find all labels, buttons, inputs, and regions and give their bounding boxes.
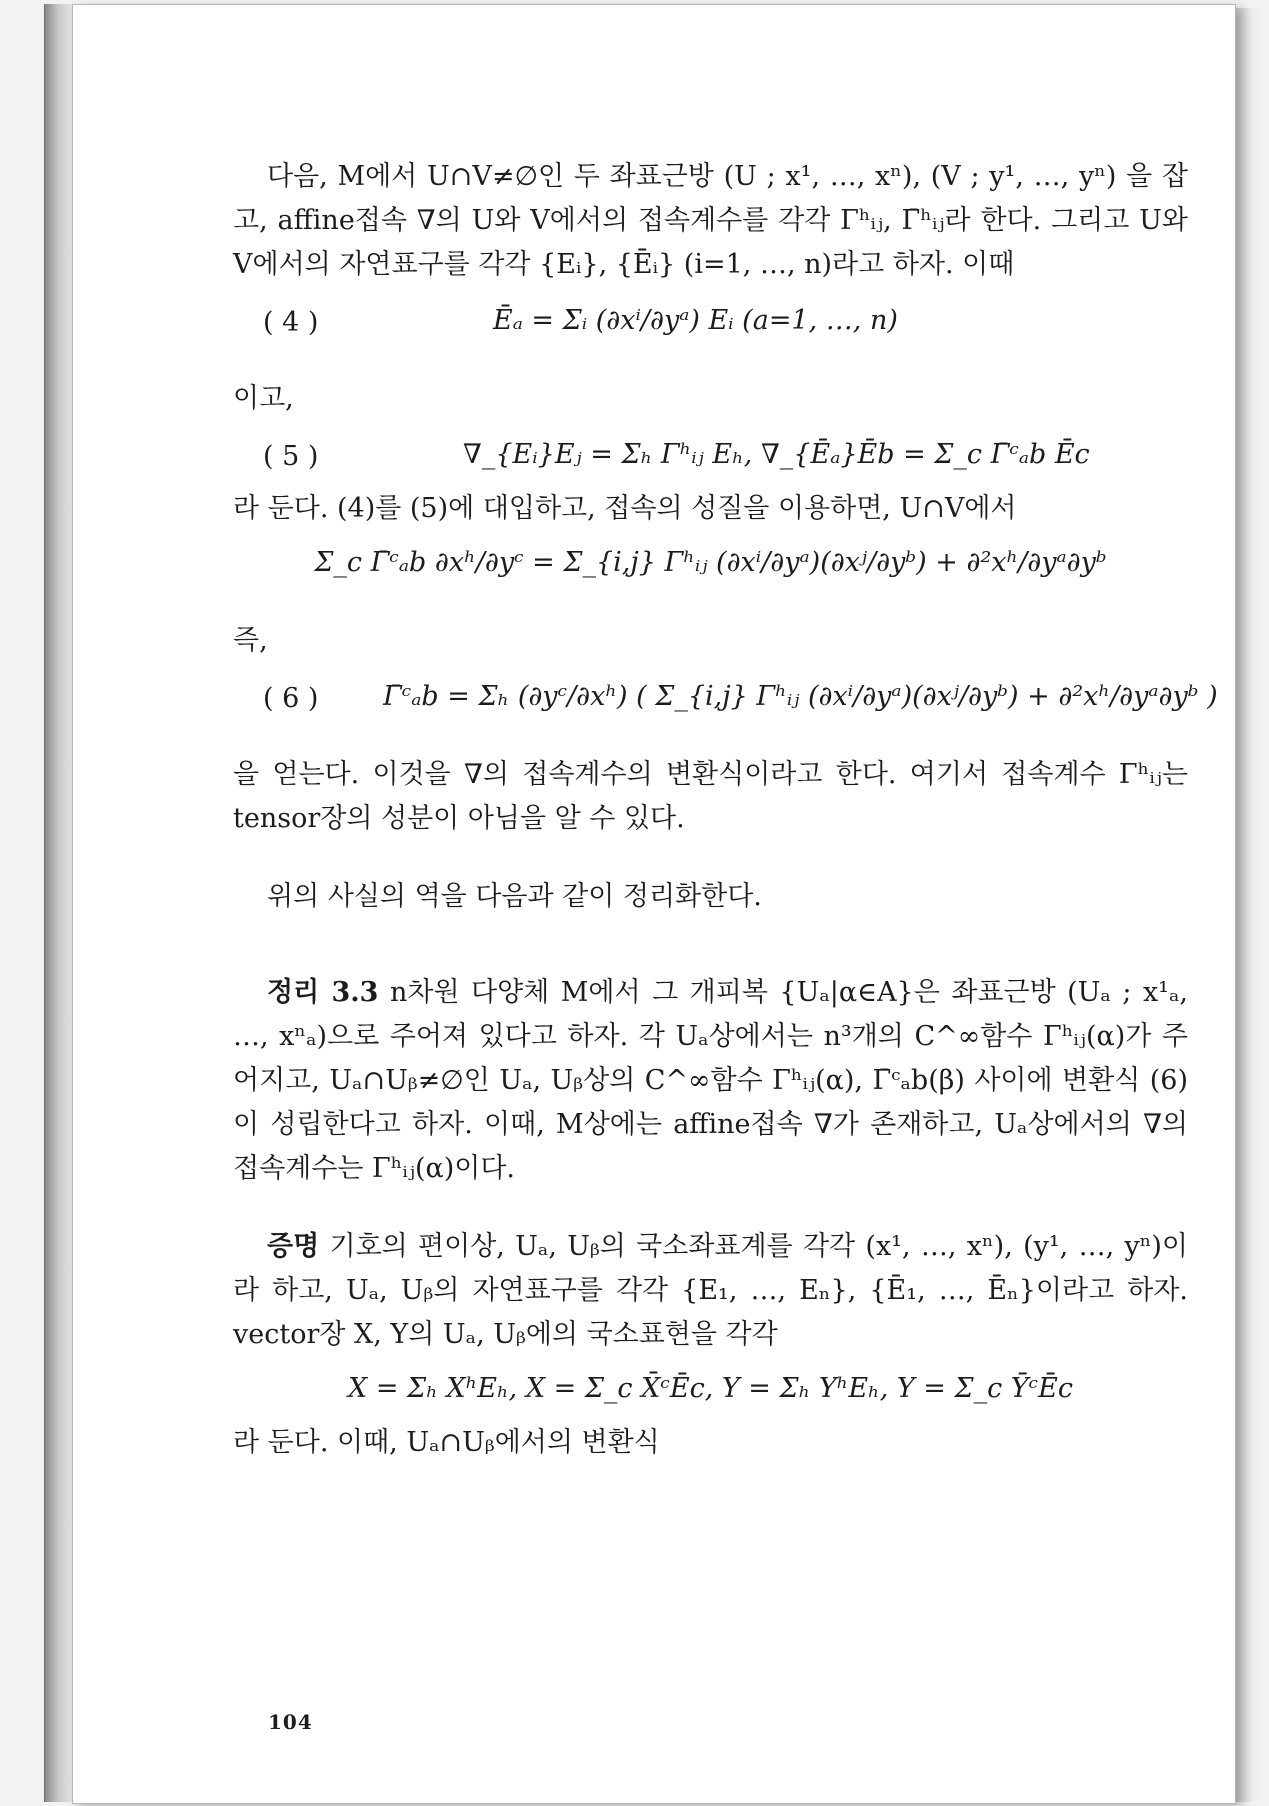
page-number: 104 [268, 1710, 313, 1734]
book-spine [44, 4, 75, 1802]
equation-4-body: Ēₐ = Σᵢ (∂xⁱ/∂yᵃ) Eᵢ (a=1, …, n) [493, 305, 898, 336]
proof [233, 1225, 1188, 1357]
equation-5 [233, 421, 1188, 487]
proof-label: 증명 [267, 1231, 320, 1262]
text-igo: 이고, [233, 383, 294, 414]
book-page [72, 4, 1236, 1804]
text-jeuk: 즉, [233, 625, 268, 656]
equation-5-body: ∇_{Eᵢ}Eⱼ = Σₕ Γʰᵢⱼ Eₕ, ∇_{Ēₐ}Ēb = Σ_c Γ̄ᶜₐb Ēc [463, 439, 1090, 470]
intro-paragraph: 다음, M에서 U∩V≠∅인 두 좌표근방 (U ; x¹, …, xⁿ), (V ; y¹, …, yⁿ) 을 잡고, affine접속 ∇의 U와 V에서의 접속계수를 각각 Γʰᵢⱼ, Γ̄ʰᵢⱼ라 한다. 그리고 U와 V에서의 자연표구를 각각 {Eᵢ}, {Ēᵢ} (i=1, …, n)라고 하자. 이때 [233, 161, 1188, 280]
equation-6-body: Γ̄ᶜₐb = Σₕ (∂yᶜ/∂xʰ) ( Σ_{i,j} Γʰᵢⱼ (∂xⁱ/∂yᵃ)(∂xʲ/∂yᵇ) + ∂²xʰ/∂yᵃ∂yᵇ ) [383, 681, 1218, 712]
theorem-3-3 [233, 971, 1188, 1191]
substitute-paragraph: 라 둔다. (4)를 (5)에 대입하고, 접속의 성질을 이용하면, U∩V에서 [233, 493, 1017, 524]
last-paragraph: 라 둔다. 이때, Uₐ∩Uᵦ에서의 변환식 [233, 1427, 660, 1458]
theorem-text: n차원 다양체 M에서 그 개피복 {Uₐ|α∈A}은 좌표근방 (Uₐ ; x¹ₐ, …, xⁿₐ)으로 주어져 있다고 하자. 각 Uₐ상에서는 n³개의 C^∞함수 Γʰᵢⱼ(α)가 주어지고, Uₐ∩Uᵦ≠∅인 Uₐ, Uᵦ상의 C^∞함수 Γʰᵢⱼ(α), Γ̄ᶜₐb(β) 사이에 변환식 (6)이 성립한다고 하자. 이때, M상에는 affine접속 ∇가 존재하고, Uₐ상에서의 ∇의 접속계수는 Γʰᵢⱼ(α)이다. [233, 977, 1188, 1184]
equation-4 [233, 287, 1188, 377]
equation-6 [233, 663, 1218, 753]
theorem-label: 정리 3.3 [267, 977, 379, 1008]
proof-text: 기호의 편이상, Uₐ, Uᵦ의 국소좌표계를 각각 (x¹, …, xⁿ), (y¹, …, yⁿ)이라 하고, Uₐ, Uᵦ의 자연표구를 각각 {E₁, …, Eₙ}, {Ē₁, …, Ēₙ}이라고 하자. vector장 X, Y의 Uₐ, Uᵦ에의 국소표현을 각각 [233, 1231, 1188, 1350]
equation-6-number: ( 6 ) [263, 683, 319, 714]
equation-unnumbered: Σ_c Γ̄ᶜₐb ∂xʰ/∂yᶜ = Σ_{i,j} Γʰᵢⱼ (∂xⁱ/∂yᵃ)(∂xʲ/∂yᵇ) + ∂²xʰ/∂yᵃ∂yᵇ [314, 547, 1107, 578]
equation-5-number: ( 5 ) [263, 441, 319, 472]
equation-vectors: X = Σₕ XʰEₕ, X = Σ_c X̄ᶜĒc, Y = Σₕ YʰEₕ, Y = Σ_c ȲᶜĒc [348, 1373, 1073, 1404]
equation-4-number: ( 4 ) [263, 307, 319, 338]
transform-paragraph: 을 얻는다. 이것을 ∇의 접속계수의 변환식이라고 한다. 여기서 접속계수 Γʰᵢⱼ는 tensor장의 성분이 아님을 알 수 있다. [233, 759, 1188, 834]
page-edge [1232, 8, 1262, 1802]
converse-paragraph: 위의 사실의 역을 다음과 같이 정리화한다. [267, 881, 762, 912]
page-content [233, 155, 1218, 1465]
